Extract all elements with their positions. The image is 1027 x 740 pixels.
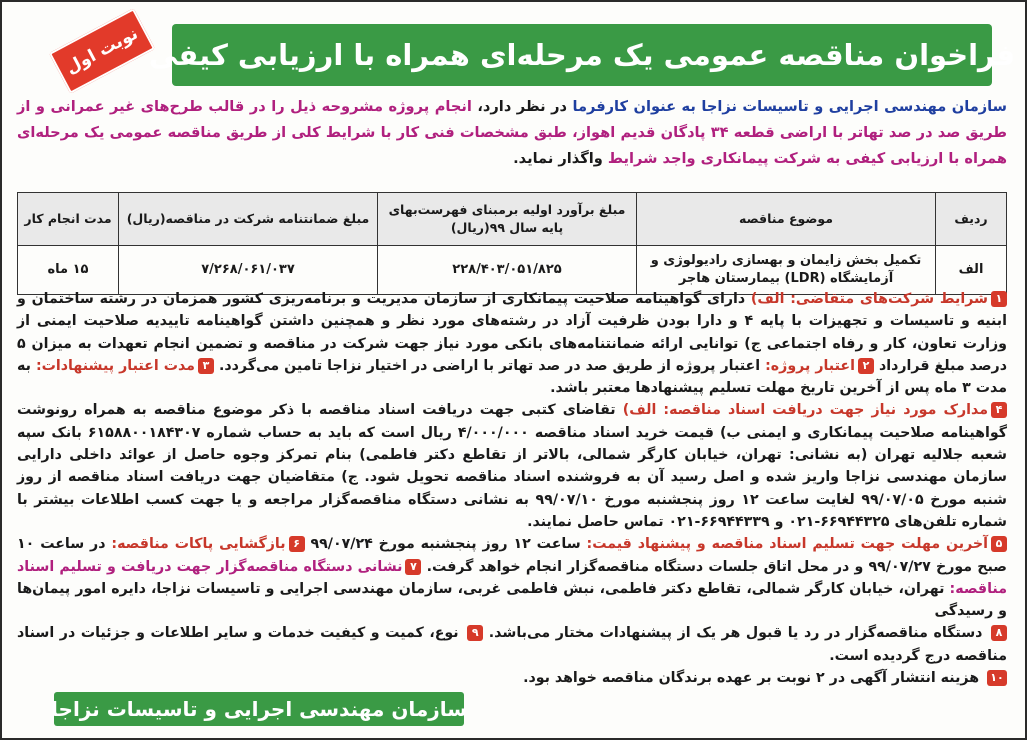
section-text-7: تهران، خیابان کارگر شمالی، تقاطع دکتر فاطمی، نبش فاطمی غربی، سازمان مهندسی اجرایی و تاسیسات نزاجا، دایره امور پیمان‌ها و رسیدگی (17, 580, 1007, 620)
cell-estimate: ۲۲۸/۴۰۳/۰۵۱/۸۲۵ (378, 246, 637, 295)
section-heading-7: نشانی دستگاه مناقصه‌گزار جهت دریافت و تسلیم اسناد مناقصه: (17, 558, 1007, 597)
section-heading-1: شرایط شرکت‌های متقاضی: الف) (750, 291, 988, 307)
intro-paragraph (17, 94, 1007, 172)
footer-organization: سازمان مهندسی اجرایی و تاسیسات نزاجا (51, 697, 467, 721)
header-row-number: ردیف (936, 193, 1007, 246)
item-number-1: ۱ (991, 291, 1007, 307)
item-number-7: ۷ (405, 559, 421, 575)
section-heading-3: مدت اعتبار پیشنهادات: (35, 357, 195, 374)
section-text-5: ساعت ۱۲ روز پنجشنبه مورخ ۹۹/۰۷/۲۴ (304, 536, 587, 553)
section-text-10: هزینه انتشار آگهی در ۲ نوبت بر عهده برندگان مناقصه خواهد بود. (523, 670, 984, 687)
cell-duration: ۱۵ ماه (18, 246, 119, 295)
section-heading-4: مدارک مورد نیاز جهت دریافت اسناد مناقصه: الف) (622, 402, 988, 419)
conditions-body (17, 288, 1007, 689)
badge-label: نوبت اول (62, 23, 142, 79)
intro-connector: در نظر دارد، (471, 98, 573, 115)
section-text-3: به مدت ۳ ماه پس از آخرین تاریخ مهلت تسلیم پیشنهادها معتبر باشد. (17, 357, 1007, 397)
item-number-8: ۸ (991, 625, 1007, 641)
item-number-10: ۱۰ (987, 670, 1007, 686)
section-heading-2: اعتبار پروژه: (765, 357, 855, 374)
title-banner (148, 24, 1016, 86)
footer-banner (51, 692, 467, 726)
cell-guarantee: ۷/۲۶۸/۰۶۱/۰۳۷ (119, 246, 378, 295)
item-number-5: ۵ (991, 536, 1007, 552)
header-guarantee: مبلغ ضمانتنامه شرکت در مناقصه(ریال) (119, 193, 378, 246)
intro-employer: سازمان مهندسی اجرایی و تاسیسات نزاجا به عنوان کارفرما (572, 98, 1007, 115)
intro-project-description: انجام پروژه مشروحه ذیل را در قالب طرح‌های غیر عمرانی و از طریق صد در صد تهاتر با اراضی قطعه ۳۴ پادگان قدیم اهواز، طبق مشخصات فنی کار با شرایط کلی از طریق مناقصه عمومی یک مرحله‌ای همراه با ارزیابی کیفی به شرکت پیمانکاری واجد شرایط (17, 98, 1007, 167)
section-text-4: تقاضای کتبی جهت دریافت اسناد مناقصه با ذکر موضوع مناقصه به همراه رونوشت گواهینامه صلاحیت پیمانکاری و ایمنی ب) قیمت خرید اسناد مناقصه ۴/۰۰۰/۰۰۰ ریال است که باید به حساب شماره ۶۱۵۸۸۰۰۱۸۴۳۰۷ بانک سپه شعبه جلالیه تهران (به نشانی: تهران، خیابان کارگر شمالی، بالاتر از تقاطع دکتر فاطمی) بنام تمرکز وجوه حاصل از عوائد داخلی دارایی سازمان مهندسی نزاجا واریز شده و اصل رسید آن به فروشنده اسناد مناقصه تحویل شود. ج) متقاضیان جهت دریافت اسناد مناقصه از روز شنبه مورخ ۹۹/۰۷/۰۵ لغایت ساعت ۱۲ روز پنجشنبه مورخ ۹۹/۰۷/۱۰ به نشانی دستگاه مناقصه‌گزار مراجعه و یا جهت کسب اطلاعات بیشتر با شماره تلفن‌های ۶۶۹۴۴۳۲۵-۰۲۱ و ۶۶۹۴۴۳۳۹-۰۲۱ تماس حاصل نمایند. (17, 402, 1007, 530)
header-duration: مدت انجام کار (18, 193, 119, 246)
item-number-2: ۲ (858, 358, 874, 374)
cell-subject: تکمیل بخش زایمان و بهسازی رادیولوژی و آزمایشگاه (LDR) بیمارستان هاجر (637, 246, 936, 295)
section-text-6: در ساعت ۱۰ صبح مورخ ۹۹/۰۷/۲۷ و در محل اتاق جلسات دستگاه مناقصه‌گزار انجام خواهد گرفت. (17, 536, 1007, 575)
intro-ending: واگذار نماید. (513, 150, 608, 167)
section-text-8: دستگاه مناقصه‌گزار در رد یا قبول هر یک از پیشنهادات مختار می‌باشد. (483, 625, 989, 642)
section-text-2: اعتبار پروژه از طریق صد در صد تهاتر با اراضی در اختیار نزاجا تامین می‌گردد. (213, 357, 766, 374)
item-number-3: ۳ (198, 358, 214, 374)
section-heading-6: بازگشایی پاکات مناقصه: (111, 536, 286, 553)
header-subject: موضوع مناقصه (637, 193, 936, 246)
header-estimate: مبلغ برآورد اولیه برمبنای فهرست‌بهای پایه سال ۹۹(ریال) (378, 193, 637, 246)
item-number-6: ۶ (289, 536, 305, 552)
item-number-9: ۹ (467, 625, 483, 641)
section-heading-5: آخرین مهلت جهت تسلیم اسناد مناقصه و پیشنهاد قیمت: (586, 536, 988, 553)
tender-table (17, 192, 1007, 295)
page-title: فراخوان مناقصه عمومی یک مرحله‌ای همراه با ارزیابی کیفی (148, 38, 1016, 72)
cell-row-number: الف (936, 246, 1007, 295)
table-header-row (18, 193, 1007, 246)
item-number-4: ۴ (991, 402, 1007, 418)
first-round-badge (49, 8, 155, 94)
section-text-9: نوع، کمیت و کیفیت خدمات و سایر اطلاعات و جزئیات در اسناد مناقصه درج گردیده است. (17, 625, 1007, 664)
section-text-1: دارای گواهینامه صلاحیت پیمانکاری از سازمان مدیریت و برنامه‌ریزی کشور همزمان در رشته ساختمان و ابنیه و تاسیسات و تجهیزات با پایه ۴ و دارا بودن ظرفیت آزاد در رشته‌های مورد نظر و همچنین داشتن گواهینامه تاییدیه صلاحیت ایمنی از وزارت تعاون، کار و رفاه اجتماعی ج) توانایی ارائه ضمانتنامه‌های بانکی مورد نیاز جهت شرکت در مناقصه و تضمین انجام تعهدات به میزان ۵ درصد مبلغ قرارداد (17, 291, 1007, 374)
